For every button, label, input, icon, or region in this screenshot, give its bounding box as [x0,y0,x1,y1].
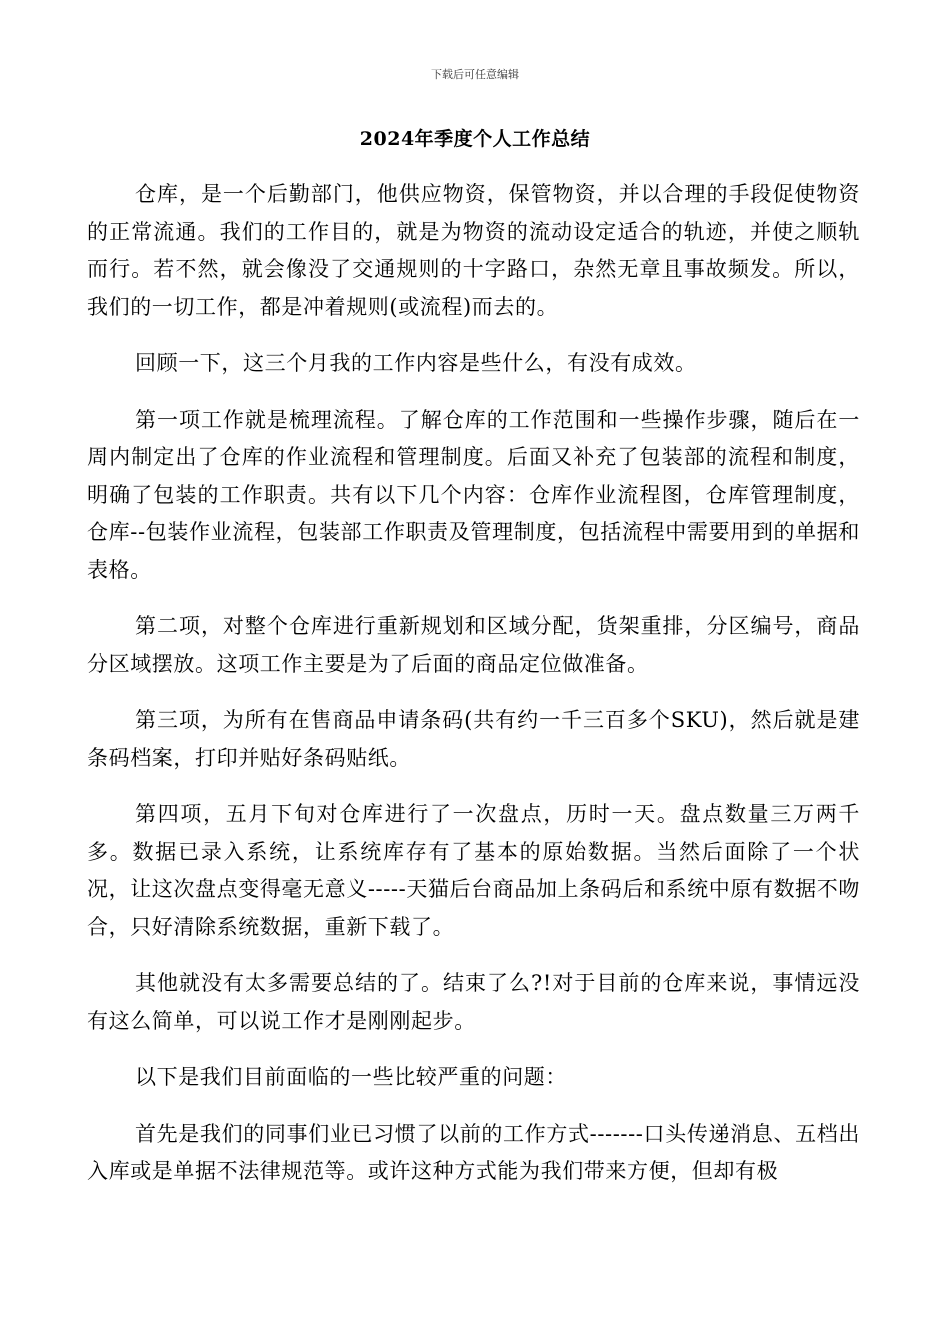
paragraph: 第三项，为所有在售商品申请条码(共有约一千三百多个SKU)，然后就是建条码档案，打印并贴好条码贴纸。 [87,708,860,770]
paragraph: 第一项工作就是梳理流程。了解仓库的工作范围和一些操作步骤，随后在一周内制定出了仓库的作业流程和管理制度。后面又补充了包装部的流程和制度，明确了包装的工作职责。共有以下几个内容：仓库作业流程图，仓库管理制度，仓库--包装作业流程，包装部工作职责及管理制度，包括流程中需要用到的单据和表格。 [87,407,860,582]
document-title: 2024年季度个人工作总结 [359,128,591,150]
paragraph: 首先是我们的同事们业已习惯了以前的工作方式-------口头传递消息、五档出入库或是单据不法律规范等。或许这种方式能为我们带来方便，但却有极 [87,1121,860,1183]
page-header-note: 下载后可任意编辑 [431,68,519,81]
paragraph: 以下是我们目前面临的一些比较严重的问题： [135,1065,567,1089]
paragraph: 第四项，五月下旬对仓库进行了一次盘点，历时一天。盘点数量三万两千多。数据已录入系统，让系统库存有了基本的原始数据。当然后面除了一个状况，让这次盘点变得毫无意义-----天猫后台商品加上条码后和系统中原有数据不吻合，只好清除系统数据，重新下载了。 [87,802,860,939]
paragraph: 第二项，对整个仓库进行重新规划和区域分配，货架重排，分区编号，商品分区域摆放。这项工作主要是为了后面的商品定位做准备。 [87,614,860,676]
paragraph: 其他就没有太多需要总结的了。结束了么?!对于目前的仓库来说，事情远没有这么简单，可以说工作才是刚刚起步。 [87,971,860,1033]
document-body [87,176,860,1210]
paragraph: 仓库，是一个后勤部门，他供应物资，保管物资，并以合理的手段促使物资的正常流通。我们的工作目的，就是为物资的流动设定适合的轨迹，并使之顺轨而行。若不然，就会像没了交通规则的十字路口，杂然无章且事故频发。所以，我们的一切工作，都是冲着规则(或流程)而去的。 [87,182,860,319]
paragraph: 回顾一下，这三个月我的工作内容是些什么，有没有成效。 [135,351,697,375]
